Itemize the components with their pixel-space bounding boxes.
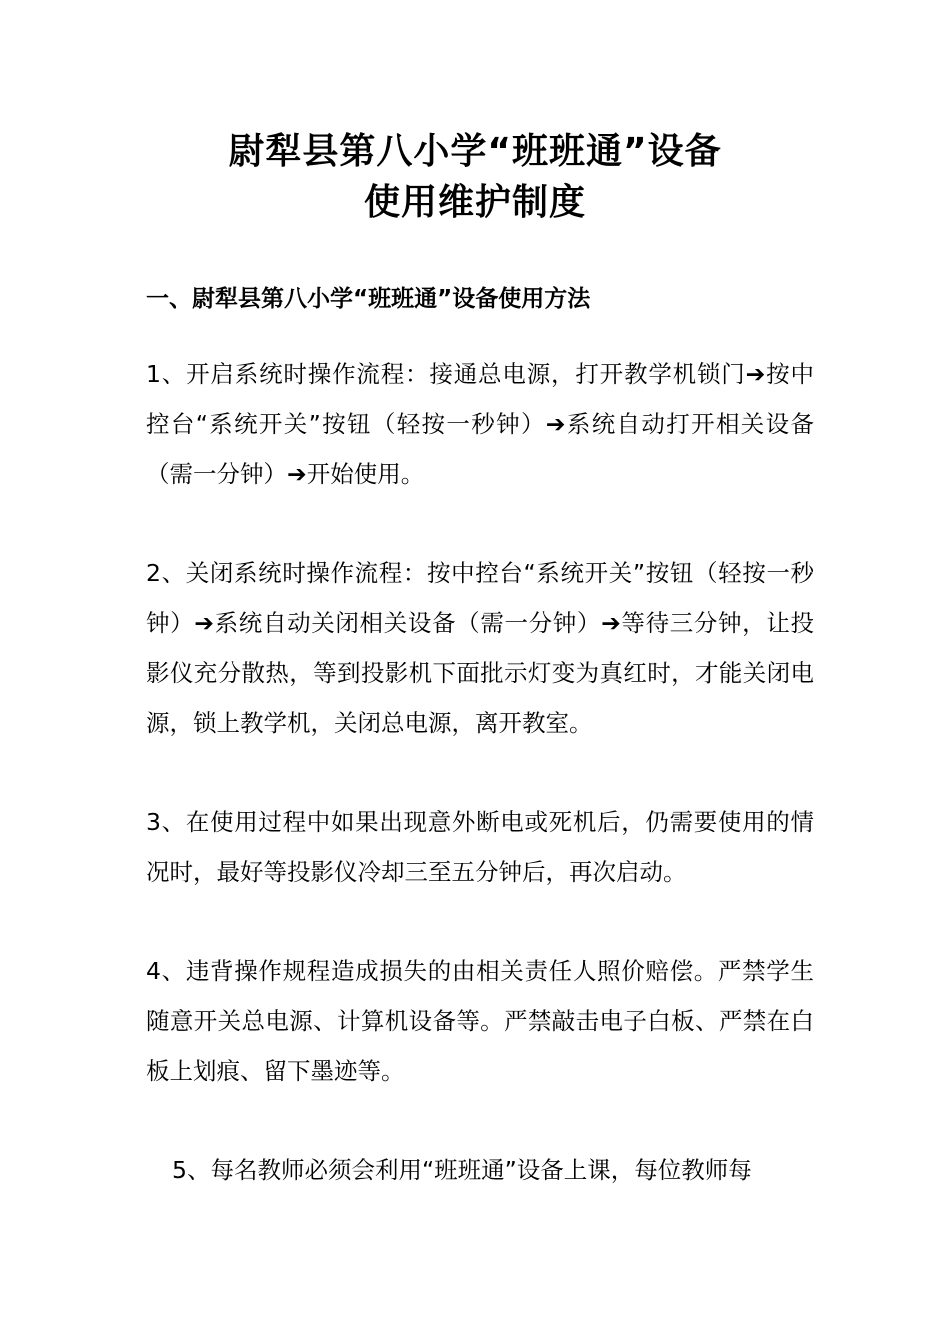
paragraph-3: 3、在使用过程中如果出现意外断电或死机后，仍需要使用的情况时，最好等投影仪冷却三至五分钟后，再次启动。 [146, 808, 814, 886]
paragraph-5: 5、每名教师必须会利用“班班通”设备上课，每位教师每 [172, 1156, 752, 1184]
paragraph-4: 4、违背操作规程造成损失的由相关责任人照价赔偿。严禁学生随意开关总电源、计算机设备等。严禁敲击电子白板、严禁在白板上划痕、留下墨迹等。 [146, 957, 814, 1085]
paragraph-2: 2、关闭系统时操作流程：按中控台“系统开关”按钮（轻按一秒钟）➔系统自动关闭相关设备（需一分钟）➔等待三分钟，让投影仪充分散热，等到投影机下面批示灯变为真红时，才能关闭电源，锁上教学机，关闭总电源，离开教室。 [146, 559, 814, 737]
document-title-line2: 使用维护制度 [363, 182, 586, 223]
paragraph-1: 1、开启系统时操作流程：接通总电源，打开教学机锁门➔按中控台“系统开关”按钮（轻按一秒钟）➔系统自动打开相关设备（需一分钟）➔开始使用。 [146, 360, 814, 488]
document-title-line1: 尉犁县第八小学“班班通”设备 [228, 131, 722, 172]
section-heading: 一、尉犁县第八小学“班班通”设备使用方法 [146, 286, 591, 312]
